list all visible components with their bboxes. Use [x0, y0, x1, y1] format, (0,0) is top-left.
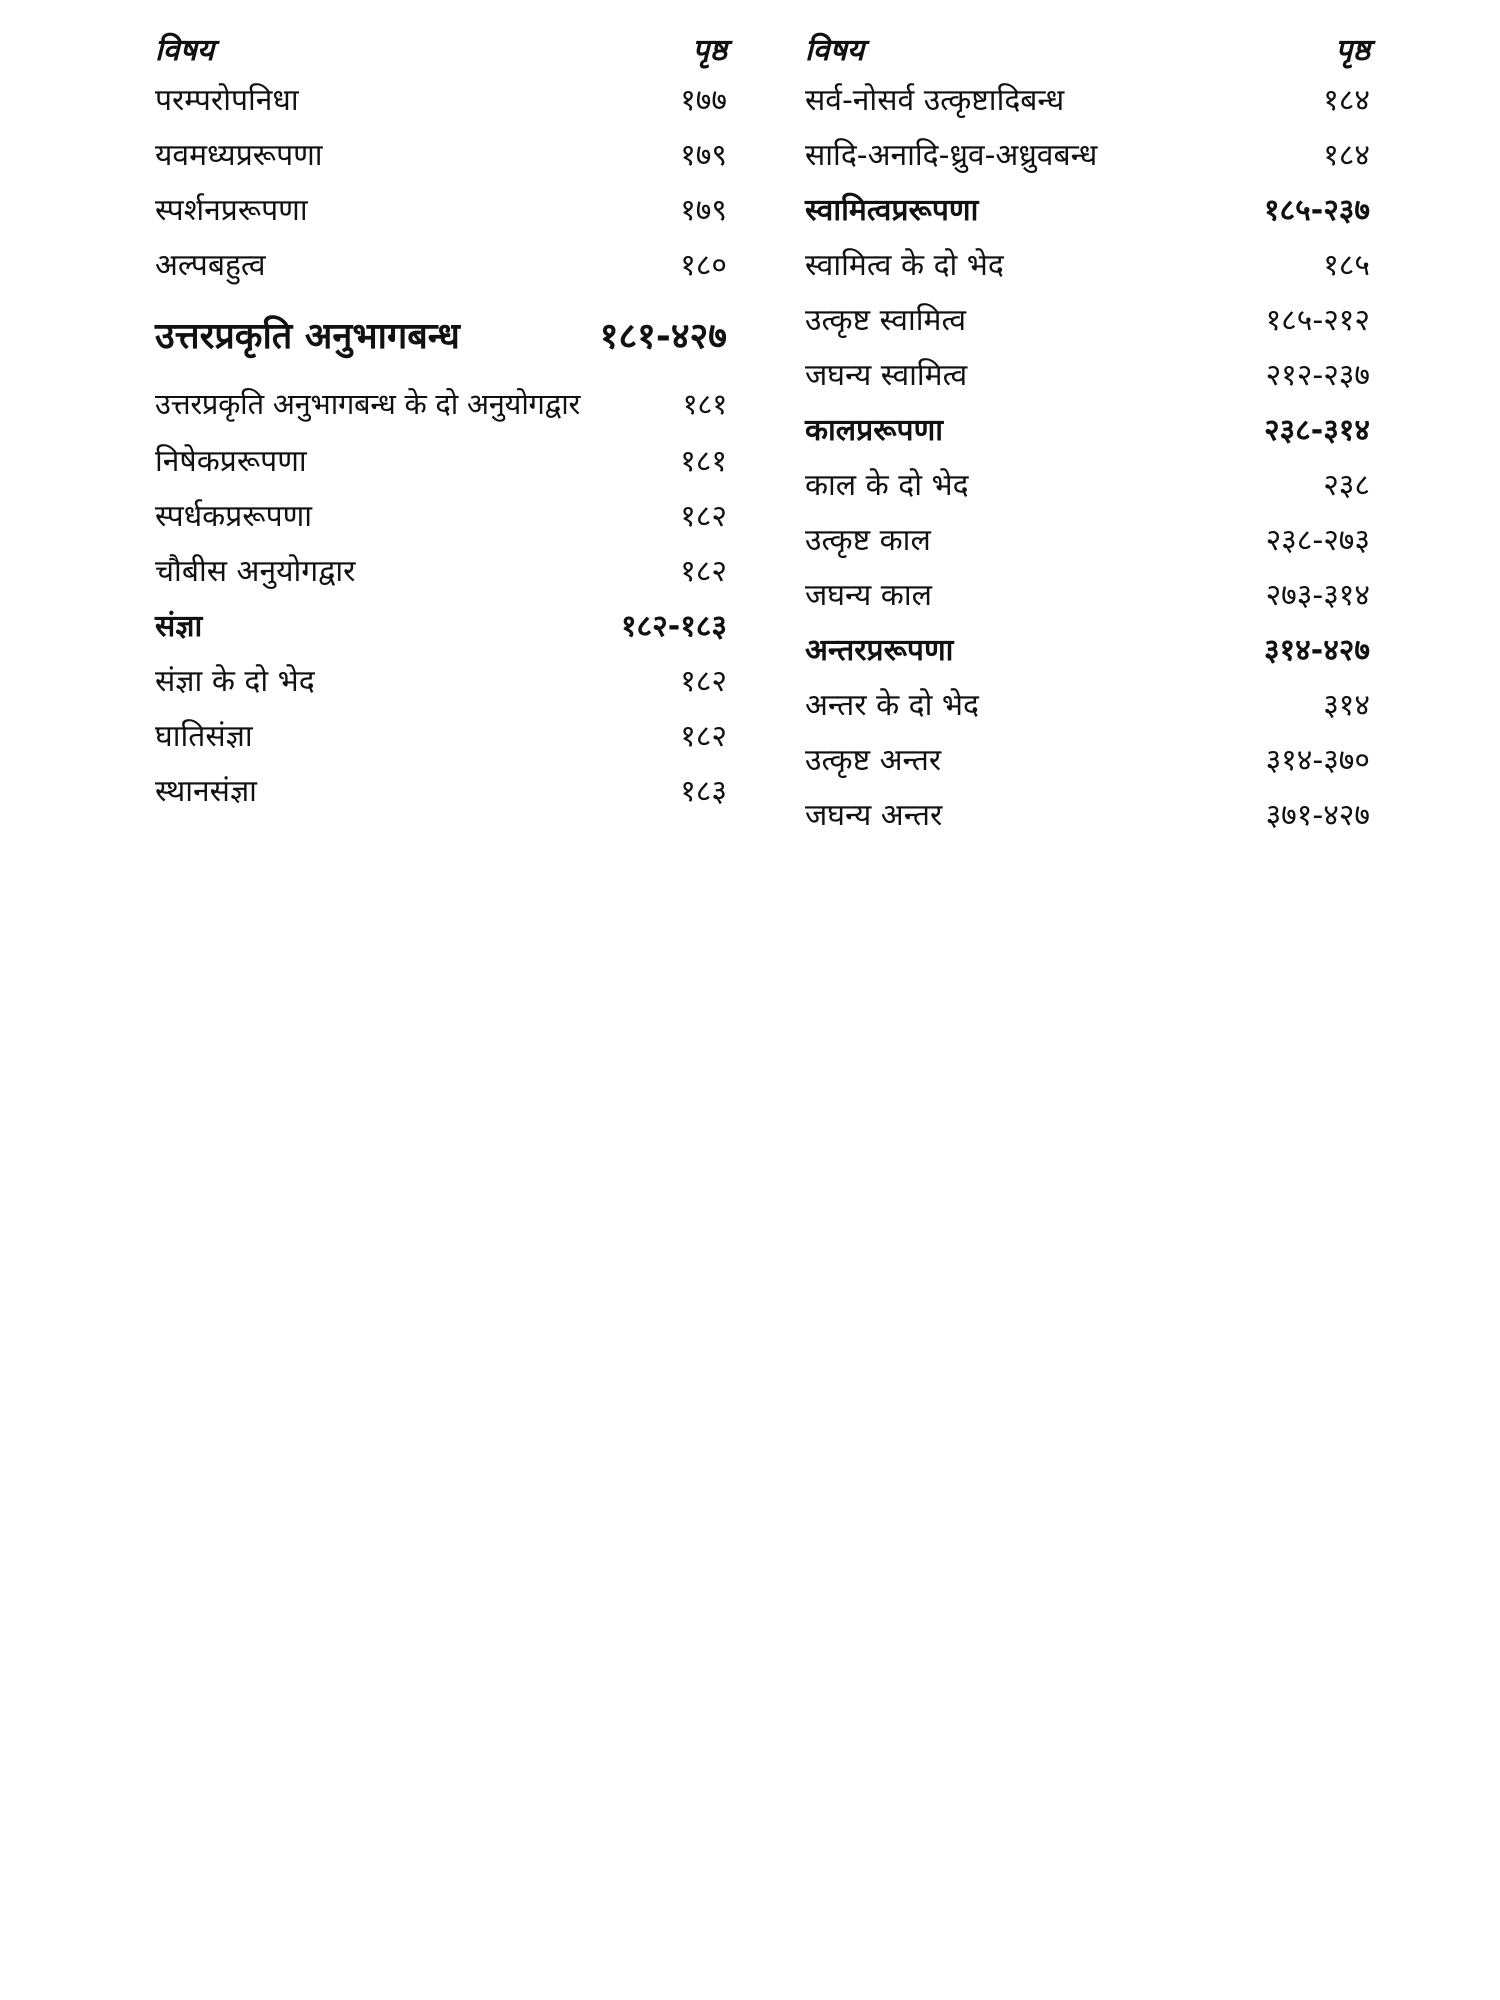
entry-title: जघन्य अन्तर [805, 798, 943, 833]
entry-title: उत्कृष्ट काल [805, 523, 931, 558]
entry-title: अल्पबहुत्व [155, 248, 266, 283]
entry-page: १८२ [680, 499, 727, 534]
toc-right-column [805, 28, 1370, 848]
page-heading: पृष्ठ [692, 33, 727, 68]
toc-entry [805, 78, 1370, 133]
section-page-range: १८५-२३७ [1263, 193, 1370, 228]
section-title: कालप्ररूपणा [805, 413, 944, 448]
chapter-page-range: १८१-४२७ [599, 316, 727, 357]
entry-page: १७७ [680, 83, 727, 118]
toc-entry [805, 298, 1370, 353]
section-page-range: ३१४-४२७ [1263, 633, 1370, 668]
entry-title: सर्व-नोसर्व उत्कृष्टादिबन्ध [805, 83, 1065, 118]
entry-title: अन्तर के दो भेद [805, 688, 979, 723]
entry-page: ३१४-३७० [1265, 743, 1370, 778]
toc-entry [155, 384, 727, 439]
toc-entry [805, 133, 1370, 188]
entry-title: स्थानसंज्ञा [155, 774, 257, 809]
toc-chapter-heading [155, 310, 727, 370]
toc-entry [805, 573, 1370, 628]
toc-left-column [155, 28, 727, 824]
toc-entry [805, 463, 1370, 518]
entry-page: २३८ [1323, 468, 1370, 503]
subject-heading: विषय [155, 33, 215, 68]
page-heading: पृष्ठ [1335, 33, 1370, 68]
toc-section-heading [155, 604, 727, 659]
entry-title: परम्परोपनिधा [155, 83, 299, 118]
section-page-range: १८२-१८३ [620, 609, 727, 644]
entry-title: उत्कृष्ट स्वामित्व [805, 303, 967, 338]
toc-entry [805, 518, 1370, 573]
entry-page: १७९ [680, 138, 727, 173]
toc-entry [155, 439, 727, 494]
toc-entry [805, 683, 1370, 738]
entry-page: १८३ [680, 774, 727, 809]
toc-section-heading [805, 188, 1370, 243]
toc-entry [155, 78, 727, 133]
entry-page: १८४ [1323, 83, 1370, 118]
section-title: अन्तरप्ररूपणा [805, 633, 954, 668]
entry-page: २१२-२३७ [1265, 358, 1370, 393]
entry-title: काल के दो भेद [805, 468, 969, 503]
entry-title: जघन्य काल [805, 578, 932, 613]
section-page-range: २३८-३१४ [1263, 413, 1370, 448]
entry-page: ३१४ [1323, 688, 1370, 723]
entry-title: चौबीस अनुयोगद्वार [155, 554, 356, 589]
entry-title: निषेकप्ररूपणा [155, 444, 307, 479]
entry-page: ३७१-४२७ [1265, 798, 1370, 833]
toc-entry [155, 188, 727, 243]
entry-title: सादि-अनादि-ध्रुव-अध्रुवबन्ध [805, 138, 1098, 173]
toc-entry [155, 769, 727, 824]
entry-title: स्वामित्व के दो भेद [805, 248, 1004, 283]
entry-title: यवमध्यप्ररूपणा [155, 138, 323, 173]
entry-page: २३८-२७३ [1265, 523, 1370, 558]
entry-page: २७३-३१४ [1265, 578, 1370, 613]
entry-title: उत्तरप्रकृति अनुभागबन्ध के दो अनुयोगद्वार [155, 387, 581, 421]
toc-entry [805, 738, 1370, 793]
toc-entry [155, 133, 727, 188]
toc-entry [805, 793, 1370, 848]
entry-page: १८१ [680, 444, 727, 479]
section-title: संज्ञा [155, 609, 203, 644]
entry-title: जघन्य स्वामित्व [805, 358, 968, 393]
entry-page: १७९ [680, 193, 727, 228]
toc-section-heading [805, 408, 1370, 463]
entry-page: १८४ [1323, 138, 1370, 173]
entry-page: १८५-२१२ [1265, 303, 1370, 338]
toc-entry [155, 494, 727, 549]
entry-page: १८५ [1323, 248, 1370, 283]
toc-entry [155, 714, 727, 769]
toc-entry [155, 243, 727, 298]
subject-heading: विषय [805, 33, 865, 68]
entry-page: १८१ [682, 387, 727, 421]
chapter-title: उत्तरप्रकृति अनुभागबन्ध [155, 316, 460, 357]
entry-page: १८२ [680, 554, 727, 589]
entry-page: १८२ [680, 719, 727, 754]
toc-section-heading [805, 628, 1370, 683]
toc-entry [805, 353, 1370, 408]
entry-page: १८० [680, 248, 727, 283]
entry-title: संज्ञा के दो भेद [155, 664, 315, 699]
section-title: स्वामित्वप्ररूपणा [805, 193, 979, 228]
entry-page: १८२ [680, 664, 727, 699]
toc-entry [805, 243, 1370, 298]
toc-entry [155, 549, 727, 604]
entry-title: स्पर्धकप्ररूपणा [155, 499, 313, 534]
toc-header [805, 28, 1370, 78]
toc-entry [155, 659, 727, 714]
toc-header [155, 28, 727, 78]
entry-title: स्पर्शनप्ररूपणा [155, 193, 308, 228]
entry-title: उत्कृष्ट अन्तर [805, 743, 942, 778]
entry-title: घातिसंज्ञा [155, 719, 253, 754]
